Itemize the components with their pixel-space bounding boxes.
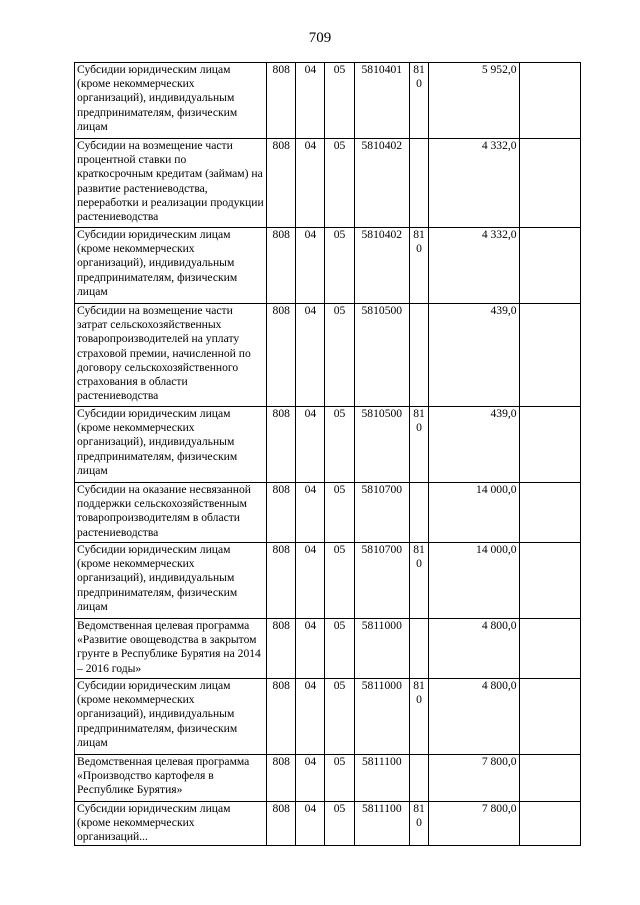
csr-cell: 5811100	[354, 755, 409, 802]
csr-cell: 5810500	[354, 304, 409, 407]
grbs-cell: 808	[267, 619, 296, 679]
vr-cell	[409, 619, 428, 679]
vr-cell	[409, 755, 428, 802]
sum-cell: 4 332,0	[429, 139, 520, 228]
csr-cell: 5810401	[354, 63, 409, 139]
rz-cell: 04	[296, 543, 325, 619]
row-name-cell: Ведомственная целевая программа «Производство картофеля в Республике Бурятия»	[75, 755, 267, 802]
csr-cell: 5810700	[354, 483, 409, 543]
grbs-cell: 808	[267, 543, 296, 619]
pr-cell: 05	[325, 755, 354, 802]
sum-cell: 4 800,0	[429, 679, 520, 755]
grbs-cell: 808	[267, 483, 296, 543]
rz-cell: 04	[296, 619, 325, 679]
grbs-cell: 808	[267, 63, 296, 139]
csr-cell: 5810700	[354, 543, 409, 619]
grbs-cell: 808	[267, 679, 296, 755]
row-name-cell: Субсидии юридическим лицам (кроме некоммерческих организаций...	[75, 802, 267, 846]
empty-cell	[519, 679, 580, 755]
sum-cell: 439,0	[429, 407, 520, 483]
table-row	[75, 619, 581, 679]
rz-cell: 04	[296, 228, 325, 304]
table-row	[75, 407, 581, 483]
vr-cell	[409, 139, 428, 228]
empty-cell	[519, 755, 580, 802]
csr-cell: 5811000	[354, 619, 409, 679]
sum-cell: 4 332,0	[429, 228, 520, 304]
empty-cell	[519, 407, 580, 483]
pr-cell: 05	[325, 407, 354, 483]
row-name-cell: Субсидии на оказание несвязанной поддержки сельскохозяйственным товаропроизводителям в области растениеводства	[75, 483, 267, 543]
table-row	[75, 543, 581, 619]
table-body	[75, 63, 581, 846]
rz-cell: 04	[296, 755, 325, 802]
grbs-cell: 808	[267, 755, 296, 802]
row-name-cell: Субсидии юридическим лицам (кроме некоммерческих организаций), индивидуальным предпринимателям, физическим лицам	[75, 679, 267, 755]
rz-cell: 04	[296, 63, 325, 139]
empty-cell	[519, 543, 580, 619]
row-name-cell: Ведомственная целевая программа «Развитие овощеводства в закрытом грунте в Республике Бурятия на 2014 – 2016 годы»	[75, 619, 267, 679]
pr-cell: 05	[325, 802, 354, 846]
sum-cell: 439,0	[429, 304, 520, 407]
row-name-cell: Субсидии юридическим лицам (кроме некоммерческих организаций), индивидуальным предпринимателям, физическим лицам	[75, 543, 267, 619]
empty-cell	[519, 139, 580, 228]
rz-cell: 04	[296, 802, 325, 846]
vr-cell: 810	[409, 407, 428, 483]
sum-cell: 14 000,0	[429, 543, 520, 619]
pr-cell: 05	[325, 304, 354, 407]
vr-cell: 810	[409, 802, 428, 846]
row-name-cell: Субсидии юридическим лицам (кроме некоммерческих организаций), индивидуальным предпринимателям, физическим лицам	[75, 407, 267, 483]
pr-cell: 05	[325, 483, 354, 543]
vr-cell: 810	[409, 63, 428, 139]
table-row	[75, 139, 581, 228]
rz-cell: 04	[296, 483, 325, 543]
row-name-cell: Субсидии на возмещение части затрат сельскохозяйственных товаропроизводителей на уплату страховой премии, начисленной по договору сельскохозяйственного страхования в области растениеводства	[75, 304, 267, 407]
row-name-cell: Субсидии юридическим лицам (кроме некоммерческих организаций), индивидуальным предпринимателям, физическим лицам	[75, 63, 267, 139]
sum-cell: 7 800,0	[429, 755, 520, 802]
vr-cell: 810	[409, 228, 428, 304]
empty-cell	[519, 483, 580, 543]
pr-cell: 05	[325, 63, 354, 139]
table-row	[75, 755, 581, 802]
rz-cell: 04	[296, 407, 325, 483]
grbs-cell: 808	[267, 407, 296, 483]
empty-cell	[519, 63, 580, 139]
grbs-cell: 808	[267, 139, 296, 228]
sum-cell: 5 952,0	[429, 63, 520, 139]
row-name-cell: Субсидии на возмещение части процентной ставки по краткосрочным кредитам (займам) на развитие растениеводства, переработки и реализации продукции растениеводства	[75, 139, 267, 228]
sum-cell: 14 000,0	[429, 483, 520, 543]
table-row	[75, 304, 581, 407]
csr-cell: 5810402	[354, 139, 409, 228]
table-row	[75, 679, 581, 755]
sum-cell: 4 800,0	[429, 619, 520, 679]
grbs-cell: 808	[267, 304, 296, 407]
grbs-cell: 808	[267, 802, 296, 846]
grbs-cell: 808	[267, 228, 296, 304]
budget-table	[74, 62, 581, 846]
csr-cell: 5810402	[354, 228, 409, 304]
sum-cell: 7 800,0	[429, 802, 520, 846]
table-row	[75, 483, 581, 543]
pr-cell: 05	[325, 543, 354, 619]
page-number: 709	[308, 30, 332, 46]
table-row	[75, 63, 581, 139]
csr-cell: 5810500	[354, 407, 409, 483]
csr-cell: 5811000	[354, 679, 409, 755]
empty-cell	[519, 228, 580, 304]
empty-cell	[519, 304, 580, 407]
row-name-cell: Субсидии юридическим лицам (кроме некоммерческих организаций), индивидуальным предпринимателям, физическим лицам	[75, 228, 267, 304]
vr-cell	[409, 483, 428, 543]
pr-cell: 05	[325, 139, 354, 228]
rz-cell: 04	[296, 679, 325, 755]
pr-cell: 05	[325, 679, 354, 755]
empty-cell	[519, 619, 580, 679]
vr-cell: 810	[409, 679, 428, 755]
csr-cell: 5811100	[354, 802, 409, 846]
table-row	[75, 802, 581, 846]
empty-cell	[519, 802, 580, 846]
pr-cell: 05	[325, 619, 354, 679]
vr-cell: 810	[409, 543, 428, 619]
pr-cell: 05	[325, 228, 354, 304]
rz-cell: 04	[296, 139, 325, 228]
table-row	[75, 228, 581, 304]
rz-cell: 04	[296, 304, 325, 407]
vr-cell	[409, 304, 428, 407]
